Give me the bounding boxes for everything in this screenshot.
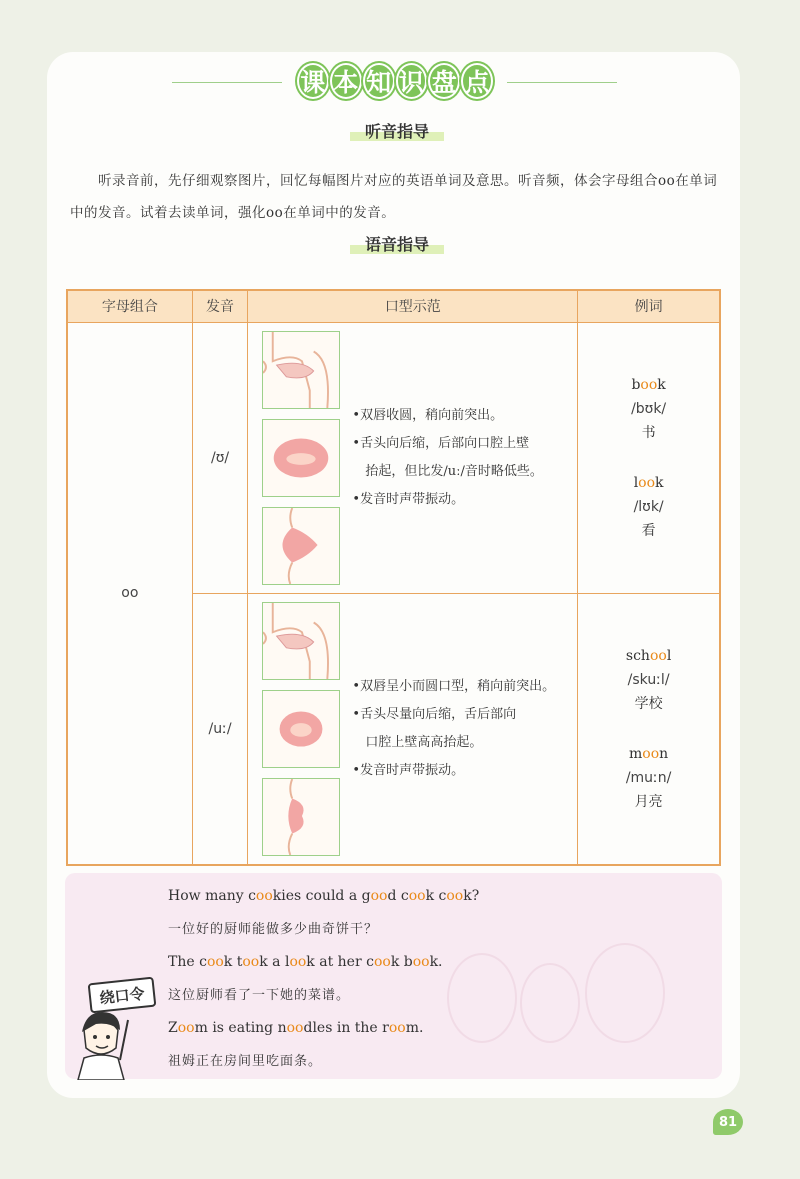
highlighted-letters: oo bbox=[408, 888, 426, 904]
highlighted-letters: oo bbox=[286, 1020, 304, 1036]
example-meaning: 看 bbox=[641, 522, 656, 539]
section-title-phonics: 语音指导 bbox=[348, 231, 446, 255]
highlighted-letters: oo bbox=[289, 954, 307, 970]
highlighted-letters: oo bbox=[638, 474, 656, 491]
description-line: •双唇呈小而圆口型，稍向前突出。 bbox=[352, 678, 556, 694]
title-char: 点 bbox=[461, 63, 493, 99]
phonics-table bbox=[66, 289, 721, 866]
twister-english: The cook took a look at her cook book. bbox=[168, 954, 443, 970]
section-header bbox=[47, 62, 740, 102]
highlighted-letters: oo bbox=[255, 888, 273, 904]
example-phonetic: /bʊk/ bbox=[631, 400, 667, 417]
sound-cell: /ʊ/ bbox=[192, 322, 248, 593]
title-char: 识 bbox=[396, 63, 428, 99]
highlighted-letters: oo bbox=[412, 954, 430, 970]
twister-english: How many cookies could a good cook cook? bbox=[168, 888, 480, 904]
highlighted-letters: oo bbox=[388, 1020, 406, 1036]
highlighted-letters: oo bbox=[373, 954, 391, 970]
description-line: 口腔上壁高高抬起。 bbox=[365, 734, 483, 750]
title-char: 课 bbox=[297, 63, 329, 99]
highlighted-letters: oo bbox=[640, 376, 658, 393]
description-line: •发音时声带振动。 bbox=[352, 491, 465, 507]
mouth-description bbox=[340, 402, 543, 514]
twister-translation: 祖姆正在房间里吃面条。 bbox=[168, 1054, 323, 1069]
title-char: 盘 bbox=[428, 63, 460, 99]
letter-combo-cell: oo bbox=[67, 322, 192, 865]
section-title-listening: 听音指导 bbox=[348, 118, 446, 142]
title-char: 本 bbox=[330, 63, 362, 99]
header-combo: 字母组合 bbox=[67, 290, 192, 322]
example-phonetic: /muːn/ bbox=[625, 769, 672, 786]
highlighted-letters: oo bbox=[242, 954, 260, 970]
sound-cell: /uː/ bbox=[192, 593, 248, 865]
examples-cell bbox=[578, 593, 720, 865]
highlighted-letters: oo bbox=[446, 888, 464, 904]
description-line: •舌头尽量向后缩，舌后部向 bbox=[352, 706, 517, 722]
example-word: school bbox=[625, 647, 672, 664]
description-line: •双唇收圆，稍向前突出。 bbox=[352, 407, 504, 423]
header-sound: 发音 bbox=[192, 290, 248, 322]
mouth-description bbox=[340, 673, 555, 785]
example-word: moon bbox=[629, 745, 669, 762]
highlighted-letters: oo bbox=[370, 888, 388, 904]
highlighted-letters: oo bbox=[642, 745, 660, 762]
mouth-demo-cell bbox=[248, 593, 578, 865]
header-examples: 例词 bbox=[578, 290, 720, 322]
header-mouth: 口型示范 bbox=[248, 290, 578, 322]
page-title bbox=[297, 63, 493, 99]
mouth-diagram-image bbox=[262, 507, 340, 585]
table-header-row bbox=[67, 290, 720, 322]
example-meaning: 学校 bbox=[634, 695, 663, 712]
mouth-diagram-image bbox=[262, 690, 340, 768]
mouth-demo-cell bbox=[248, 322, 578, 593]
mouth-diagram-image bbox=[262, 778, 340, 856]
mouth-diagram-image bbox=[262, 419, 340, 497]
twister-english: Zoom is eating noodles in the room. bbox=[168, 1020, 424, 1036]
header-rule-right bbox=[507, 82, 617, 83]
description-line: •发音时声带振动。 bbox=[352, 762, 465, 778]
page-number: 81 bbox=[713, 1109, 743, 1135]
mouth-diagram-image bbox=[262, 331, 340, 409]
example-meaning: 书 bbox=[641, 424, 656, 441]
twister-translation: 一位好的厨师能做多少曲奇饼干？ bbox=[168, 922, 379, 937]
example-meaning: 月亮 bbox=[634, 793, 663, 810]
highlighted-letters: oo bbox=[649, 647, 667, 664]
highlighted-letters: oo bbox=[206, 954, 224, 970]
table-row bbox=[67, 322, 720, 593]
title-char: 知 bbox=[363, 63, 395, 99]
description-line: •舌头向后缩，后部向口腔上壁 bbox=[352, 435, 530, 451]
twister-translation: 这位厨师看了一下她的菜谱。 bbox=[168, 988, 351, 1003]
tongue-twister-badge: 绕口令 bbox=[88, 977, 157, 1014]
examples-cell bbox=[578, 322, 720, 593]
example-word: book bbox=[631, 376, 666, 393]
example-phonetic: /lʊk/ bbox=[633, 498, 664, 515]
background-figure bbox=[585, 943, 665, 1043]
intro-paragraph: 听录音前，先仔细观察图片，回忆每幅图片对应的英语单词及意思。听音频，体会字母组合oo在单词中的发音。试着去读单词，强化oo在单词中的发音。 bbox=[70, 173, 718, 221]
background-figure bbox=[520, 963, 580, 1043]
example-phonetic: /skuːl/ bbox=[627, 671, 670, 688]
description-line: 抬起，但比发/uː/音时略低些。 bbox=[365, 463, 543, 479]
mouth-diagram-image bbox=[262, 602, 340, 680]
header-rule-left bbox=[172, 82, 282, 83]
highlighted-letters: oo bbox=[177, 1020, 195, 1036]
tongue-twister-lines bbox=[168, 880, 479, 1078]
example-word: look bbox=[633, 474, 664, 491]
